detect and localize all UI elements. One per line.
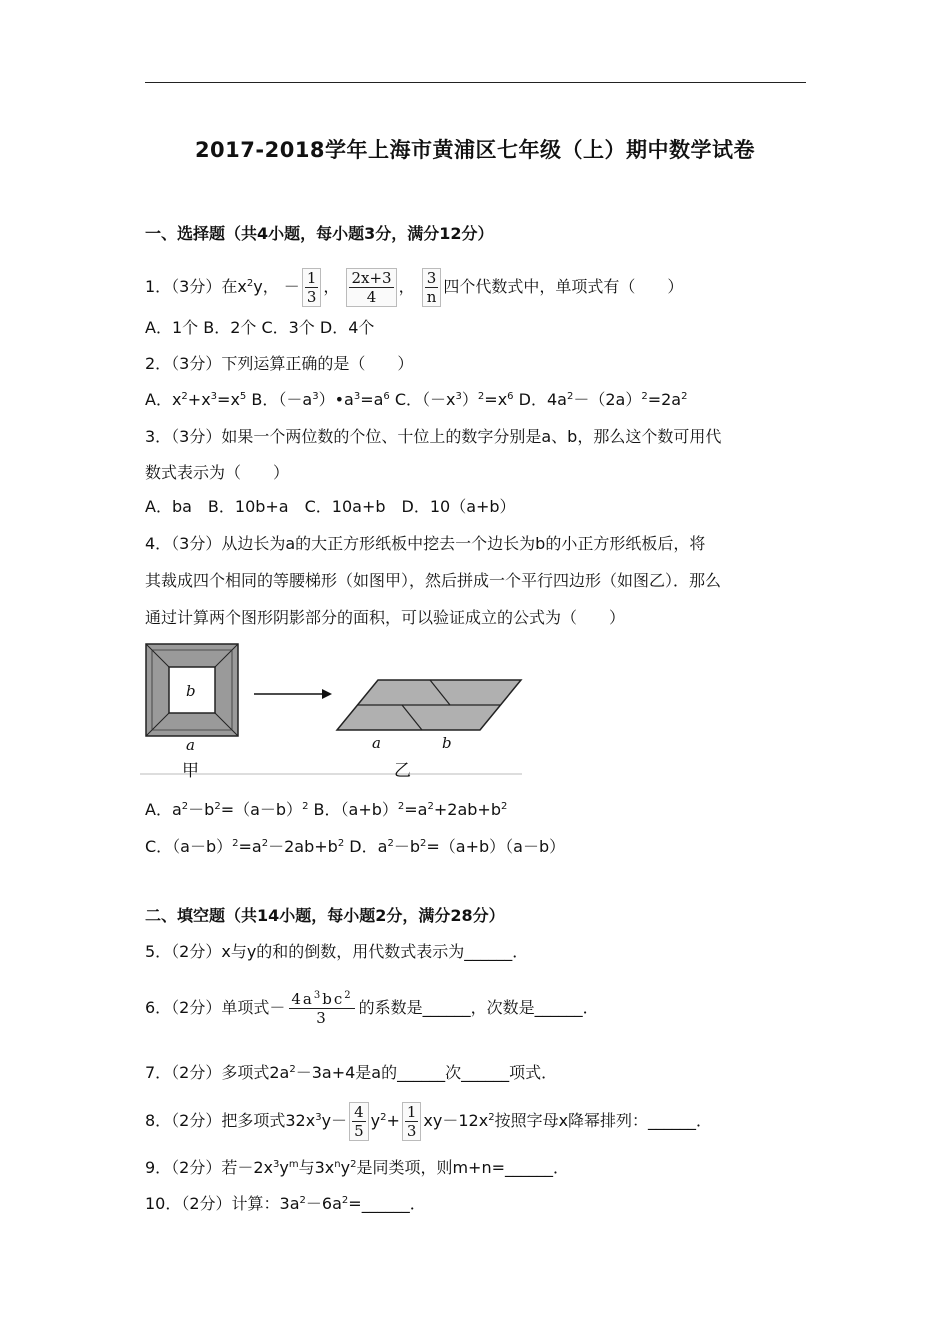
question-8: 8．（2分）把多项式$32x^3y-$ $\frac{4}{5}$ $y^2+$ $\frac{1}{3}$ $xy-12x^2$按照字母x降幂排列：______．: [145, 1103, 713, 1140]
figure-yi-parallelogram: [337, 680, 521, 730]
question-2-options: A．$x^2+x^3=x^5$ B．$(-a^3)•a^3=a^6$ C．$(-x^3)^2=x^6$ D．$4a^2-(2a)^2=2a^2$: [145, 390, 688, 409]
figure-label-a2: a: [372, 734, 381, 752]
question-6: 6．（2分）单项式－ $\frac{4a^3bc^2}{3}$ 的系数是______，次数是______．: [145, 990, 599, 1027]
question-1: 1．（3分）在$x^2y$， － $\frac{1}{3}$ ， $\frac{2x+3}{4}$ ， $\frac{3}{n}$ 四个代数式中，单项式有（ ）: [145, 269, 684, 306]
fraction-1-3: $\frac{1}{3}$: [302, 268, 322, 307]
question-3-line-1: 3．（3分）如果一个两位数的个位、十位上的数字分别是a、b，那么这个数可用代: [145, 427, 722, 446]
fraction-3-n: $\frac{3}{n}$: [422, 268, 442, 307]
question-4-figure: [140, 640, 525, 780]
figure-label-b: b: [186, 682, 196, 700]
question-4-line-1: 4．（3分）从边长为a的大正方形纸板中挖去一个边长为b的小正方形纸板后，将: [145, 534, 706, 553]
figure-label-a: a: [186, 736, 195, 754]
question-7: 7．（2分）多项式$2a^2-3a+4$是a的______次______项式．: [145, 1063, 558, 1082]
question-10: 10．（2分）计算：$3a^2-6a^2=\_\_\_\_\_\_$．: [145, 1194, 426, 1213]
section-2-heading: 二、填空题（共14小题，每小题2分，满分28分）: [145, 906, 505, 925]
header-rule: [145, 82, 806, 83]
figure-label-b2: b: [442, 734, 452, 752]
question-5: 5．（2分）x与y的和的倒数，用代数式表示为______．: [145, 942, 529, 961]
question-3-line-2: 数式表示为（ ）: [145, 463, 290, 482]
arrow-icon: [254, 689, 332, 699]
fraction-4-5: $\frac{4}{5}$: [349, 1102, 369, 1141]
question-4-options-ab: A．$a^2-b^2=(a-b)^2$ B．$(a+b)^2=a^2+2ab+b^2$: [145, 800, 508, 819]
page-title: 2017-2018学年上海市黄浦区七年级（上）期中数学试卷: [194, 138, 756, 162]
figure-caption-yi: 乙: [394, 761, 411, 781]
question-4-options-cd: C．$(a-b)^2=a^2-2ab+b^2$ D．$a^2-b^2=(a+b)(a-b)$: [145, 837, 566, 856]
question-3-options: A．ba B．10b+a C．10a+b D．10（a+b）: [145, 497, 516, 516]
section-1-heading: 一、选择题（共4小题，每小题3分，满分12分）: [145, 224, 494, 243]
fraction-1-3b: $\frac{1}{3}$: [402, 1102, 422, 1141]
fraction-monomial: $\frac{4a^3bc^2}{3}$: [291, 990, 353, 1027]
fraction-2x3-4: $\frac{2x+3}{4}$: [346, 268, 396, 307]
figure-caption-jia: 甲: [182, 761, 199, 781]
question-1-options: A．1个 B．2个 C．3个 D．4个: [145, 318, 375, 337]
question-2: 2．（3分）下列运算正确的是（ ）: [145, 354, 414, 373]
question-4-line-2: 其裁成四个相同的等腰梯形（如图甲），然后拼成一个平行四边形（如图乙）．那么: [145, 571, 722, 590]
question-4-line-3: 通过计算两个图形阴影部分的面积，可以验证成立的公式为（ ）: [145, 608, 626, 627]
question-9: 9．（2分）若$-2x^3y^m$与$3x^ny^2$是同类项，则m+n=______．: [145, 1158, 569, 1177]
